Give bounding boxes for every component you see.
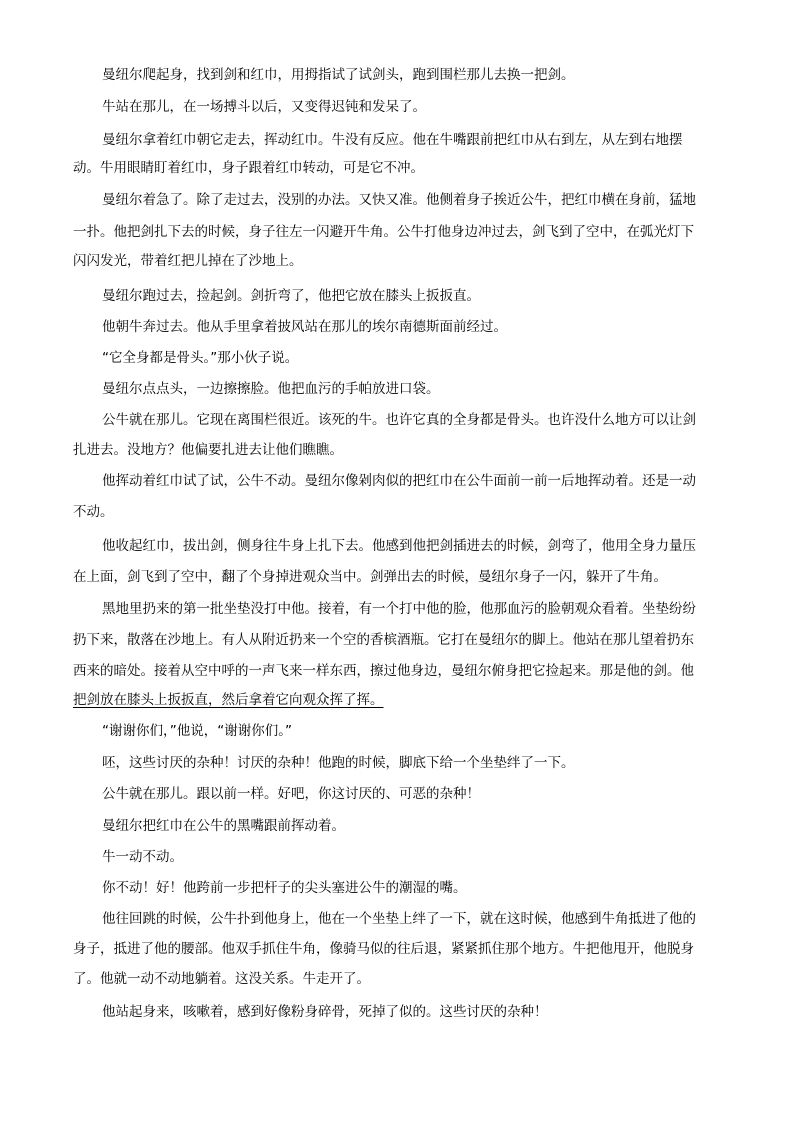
paragraph-line: 了。他就一动不动地躺着。这没关系。牛走开了。: [73, 971, 370, 987]
paragraph-line: 呸，这些讨厌的杂种！讨厌的杂种！他跑的时候，脚底下给一个坐垫绊了一下。: [102, 755, 575, 771]
paragraph-line: 黑地里扔来的第一批坐垫没打中他。接着，有一个打中他的脸，他那血污的脸朝观众看着。坐垫纷纷: [102, 601, 696, 617]
paragraph-line: “它全身都是骨头。”那小伙子说。: [102, 350, 299, 366]
paragraph-line: 曼纽尔爬起身，找到剑和红巾，用拇指试了试剑头，跑到围栏那儿去换一把剑。: [102, 67, 575, 83]
paragraph-line: 曼纽尔跑过去，捡起剑。剑折弯了，他把它放在膝头上扳扳直。: [102, 288, 480, 304]
paragraph-line: 扎进去。没地方？他偏要扎进去让他们瞧瞧。: [73, 442, 343, 458]
paragraph-line: 他收起红巾，拔出剑，侧身往牛身上扎下去。他感到他把剑插进去的时候，剑弯了，他用全身力量压: [102, 538, 696, 554]
paragraph-line: 身子，抵进了他的腰部。他双手抓住牛角，像骑马似的往后退，紧紧抓住那个地方。牛把他甩开，他脱身: [73, 941, 694, 957]
paragraph-line: 曼纽尔把红巾在公牛的黑嘴跟前挥动着。: [102, 818, 345, 834]
paragraph-line: 扔下来，散落在沙地上。有人从附近扔来一个空的香槟酒瓶。它打在曼纽尔的脚上。他站在那儿望着扔东: [73, 632, 694, 648]
paragraph-line: 公牛就在那儿。它现在离围栏很近。该死的牛。也许它真的全身都是骨头。也许没什么地方可以让剑: [102, 412, 696, 428]
paragraph-line: 你不动！好！他跨前一步把杆子的尖头塞进公牛的潮湿的嘴。: [102, 880, 467, 896]
paragraph-line: [0, 689, 794, 711]
paragraph-line: 动。牛用眼睛盯着红巾，身子跟着红巾转动，可是它不冲。: [73, 160, 424, 176]
paragraph-line: 他往回跳的时候，公牛扑到他身上，他在一个坐垫上绊了一下，就在这时候，他感到牛角抵进了他的: [102, 911, 696, 927]
underlined-text: 把剑放在膝头上扳扳直，然后拿着它向观众挥了挥。: [73, 692, 384, 708]
paragraph-line: 他站起身来，咳嗽着，感到好像粉身碎骨，死掉了似的。这些讨厌的杂种！: [102, 1004, 548, 1020]
paragraph-line: 一扑。他把剑扎下去的时候，身子往左一闪避开牛角。公牛打他身边冲过去，剑飞到了空中，在弧光灯下: [73, 224, 694, 240]
paragraph-line: 西来的暗处。接着从空中呼的一声飞来一样东西，擦过他身边，曼纽尔俯身把它捡起来。那是他的剑。他: [73, 663, 694, 679]
paragraph-line: 牛站在那儿，在一场搏斗以后，又变得迟钝和发呆了。: [102, 99, 426, 115]
paragraph-line: 不动。: [73, 504, 114, 520]
paragraph-line: 曼纽尔点点头，一边擦擦脸。他把血污的手帕放进口袋。: [102, 381, 440, 397]
paragraph-line: 他朝牛奔过去。他从手里拿着披风站在那儿的埃尔南德斯面前经过。: [102, 319, 507, 335]
paragraph-line: 他挥动着红巾试了试，公牛不动。曼纽尔像剁肉似的把红巾在公牛面前一前一后地挥动着。还是一动: [102, 473, 696, 489]
paragraph-line: 闪闪发光，带着红把儿掉在了沙地上。: [73, 253, 303, 269]
paragraph-line: 曼纽尔拿着红巾朝它走去，挥动红巾。牛没有反应。他在牛嘴跟前把红巾从右到左，从左到右地摆: [102, 132, 683, 148]
paragraph-line: 牛一动不动。: [102, 849, 183, 865]
paragraph-line: 公牛就在那儿。跟以前一样。好吧，你这讨厌的、可恶的杂种！: [102, 786, 480, 802]
paragraph-line: “谢谢你们，”他说，“谢谢你们。”: [102, 723, 292, 739]
paragraph-line: 在上面，剑飞到了空中，翻了个身掉进观众当中。剑弹出去的时候，曼纽尔身子一闪，躲开了牛角。: [73, 569, 667, 585]
paragraph-line: 曼纽尔着急了。除了走过去，没别的办法。又快又准。他侧着身子挨近公牛，把红巾横在身前，猛地: [102, 192, 696, 208]
